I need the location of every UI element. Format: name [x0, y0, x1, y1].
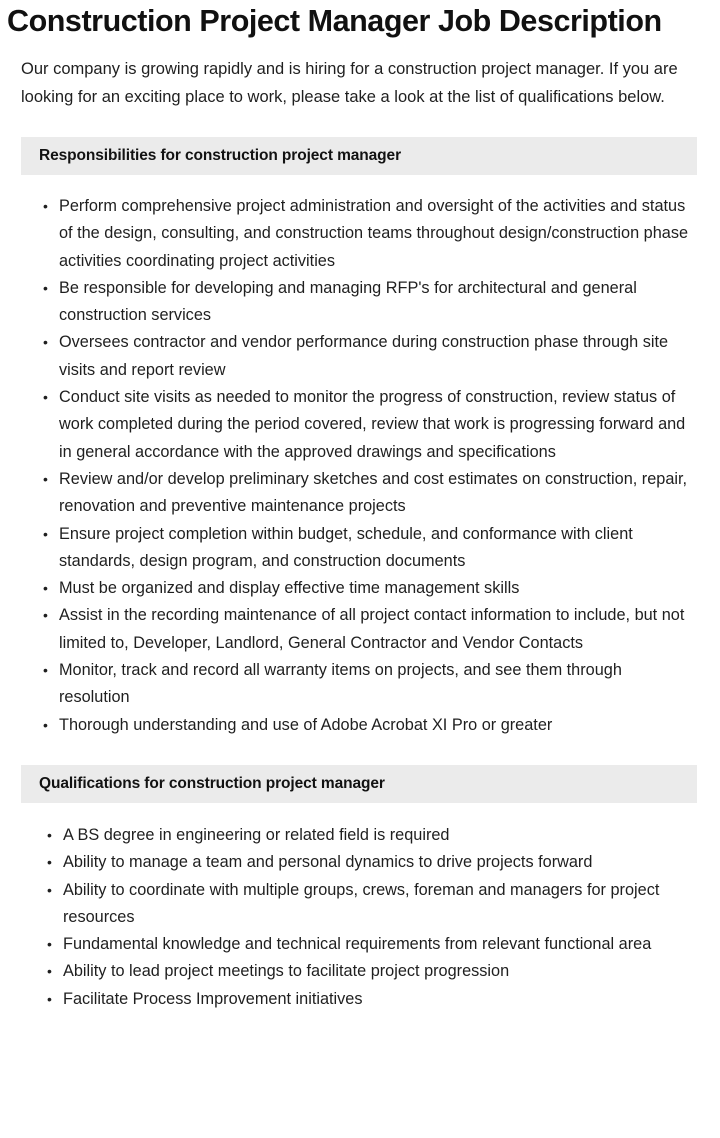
page-title: Construction Project Manager Job Description	[7, 4, 662, 38]
section-heading-label: Qualifications for construction project manager	[39, 774, 385, 792]
list-item: • Ability to manage a team and personal dynamics to drive projects forward	[47, 849, 696, 876]
section-header-qualifications	[21, 765, 697, 803]
list-item: • Be responsible for developing and managing RFP's for architectural and general construction services	[43, 275, 696, 330]
list-item: • Facilitate Process Improvement initiatives	[47, 986, 696, 1013]
list-item: • Must be organized and display effective time management skills	[43, 575, 696, 602]
list-item: • Oversees contractor and vendor performance during construction phase through site visits and report review	[43, 329, 696, 384]
list-item: • Conduct site visits as needed to monitor the progress of construction, review status of work completed during the period covered, review that work is progressing forward and in general accordance with the approved drawings and specifications	[43, 384, 696, 466]
list-item: • Fundamental knowledge and technical requirements from relevant functional area	[47, 931, 696, 958]
list-item: • Review and/or develop preliminary sketches and cost estimates on construction, repair, renovation and preventive maintenance projects	[43, 466, 696, 521]
list-item: • Monitor, track and record all warranty items on projects, and see them through resolution	[43, 657, 696, 712]
list-item: • A BS degree in engineering or related field is required	[47, 822, 696, 849]
list-item: • Ensure project completion within budget, schedule, and conformance with client standards, design program, and construction documents	[43, 521, 696, 576]
responsibilities-list	[0, 193, 720, 739]
list-item: • Ability to coordinate with multiple groups, crews, foreman and managers for project resources	[47, 877, 696, 932]
list-item: • Perform comprehensive project administration and oversight of the activities and status of the design, consulting, and construction teams throughout design/construction phase activities coordinating project activities	[43, 193, 696, 275]
section-responsibilities	[0, 137, 720, 739]
list-item: • Assist in the recording maintenance of all project contact information to include, but not limited to, Developer, Landlord, General Contractor and Vendor Contacts	[43, 602, 696, 657]
qualifications-list	[0, 822, 720, 1013]
list-item: • Thorough understanding and use of Adobe Acrobat XI Pro or greater	[43, 712, 696, 739]
intro-paragraph: Our company is growing rapidly and is hiring for a construction project manager. If you are looking for an exciting place to work, please take a look at the list of qualifications below.	[21, 60, 678, 106]
section-qualifications	[0, 765, 720, 1013]
section-heading-label: Responsibilities for construction project manager	[39, 147, 401, 164]
section-header-responsibilities	[21, 137, 697, 175]
list-item: • Ability to lead project meetings to facilitate project progression	[47, 958, 696, 985]
bottom-spacer	[0, 1013, 720, 1049]
